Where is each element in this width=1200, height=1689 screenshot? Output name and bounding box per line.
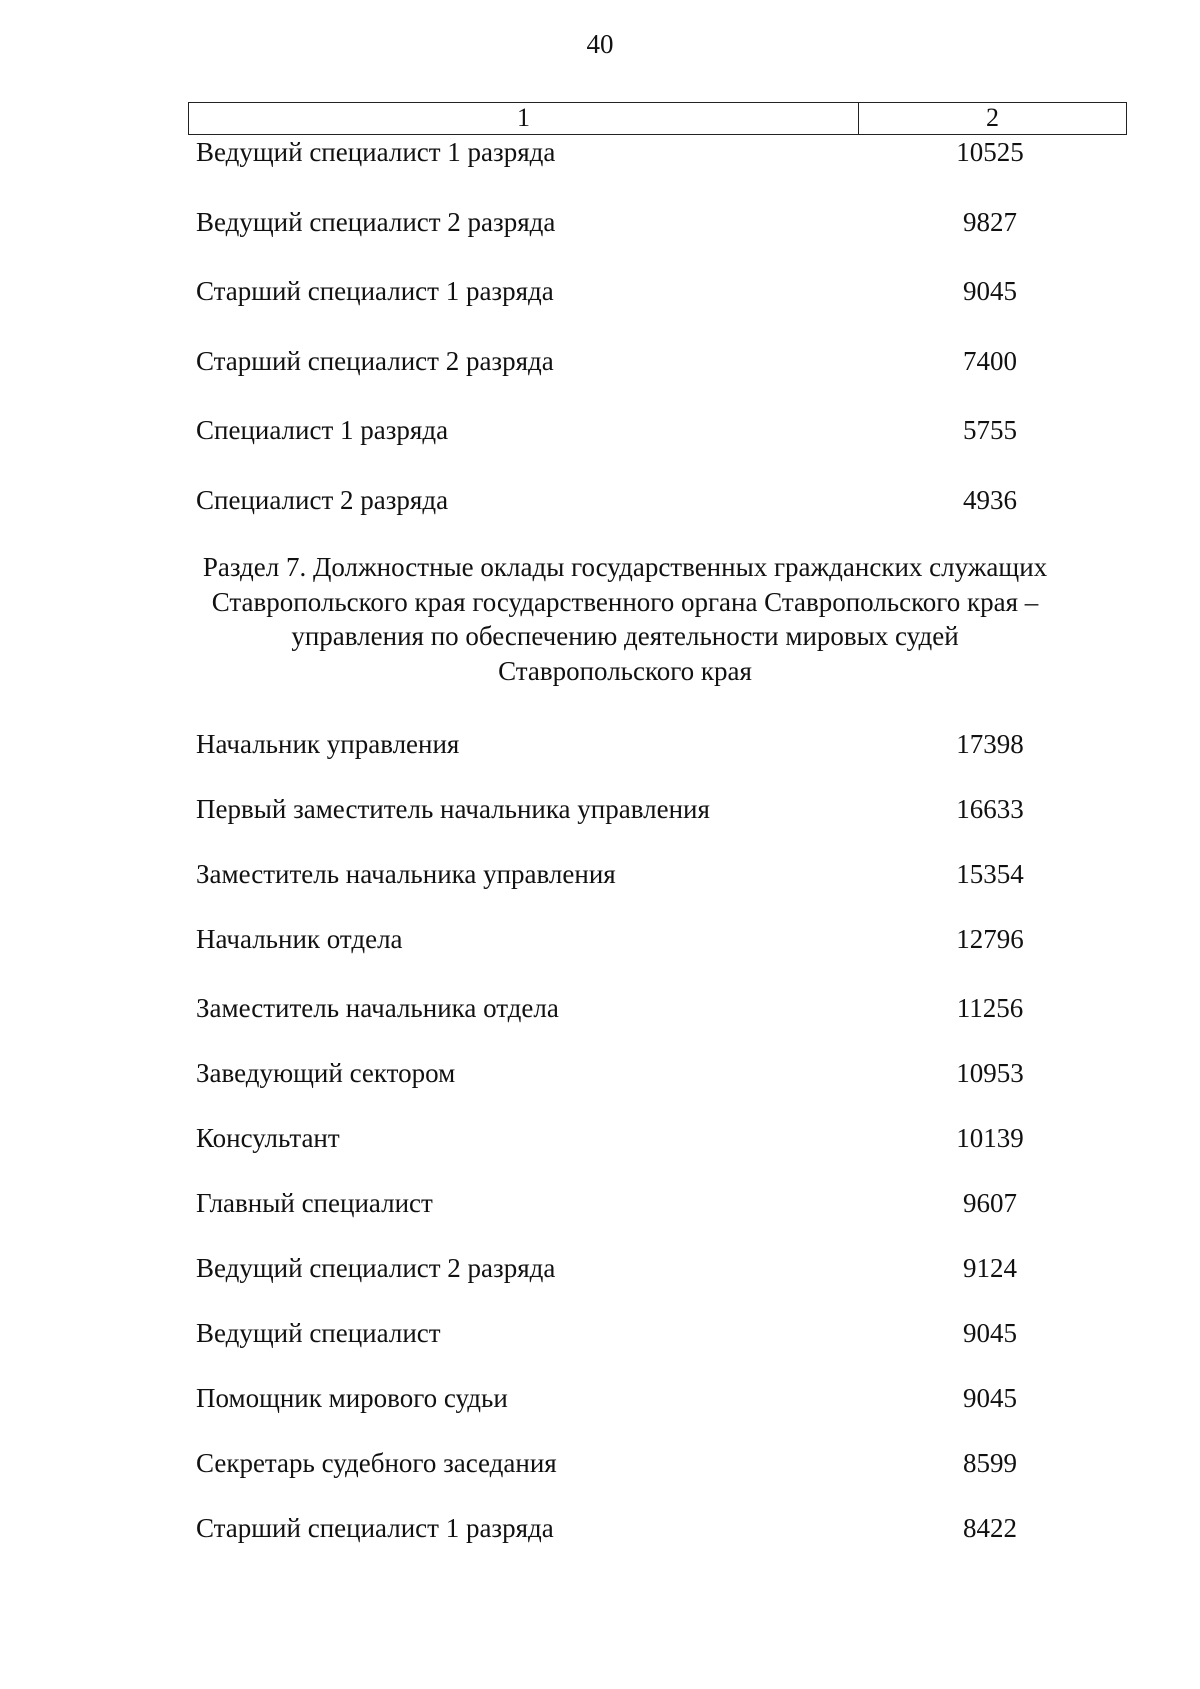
- salary-value: 8422: [963, 1513, 1017, 1543]
- salary-value: 10139: [956, 1123, 1024, 1153]
- salary-value: 9607: [963, 1188, 1017, 1218]
- position-label: Заместитель начальника отдела: [196, 993, 559, 1023]
- position-label: Специалист 1 разряда: [196, 415, 449, 445]
- position-label: Старший специалист 2 разряда: [196, 346, 554, 376]
- salary-value: 9045: [963, 1383, 1017, 1413]
- salary-value: 15354: [956, 859, 1024, 889]
- position-label: Секретарь судебного заседания: [196, 1448, 557, 1478]
- table-header: [188, 102, 1127, 135]
- section-heading: [150, 550, 1100, 688]
- position-label: Главный специалист: [196, 1188, 433, 1218]
- position-label: Ведущий специалист 2 разряда: [196, 1253, 556, 1283]
- position-label: Ведущий специалист 2 разряда: [196, 207, 556, 237]
- salary-value: 8599: [963, 1448, 1017, 1478]
- position-label: Первый заместитель начальника управления: [196, 794, 710, 824]
- salary-value: 16633: [956, 794, 1024, 824]
- salary-value: 10525: [956, 137, 1024, 167]
- position-label: Начальник отдела: [196, 924, 403, 954]
- position-label: Заведующий сектором: [196, 1058, 456, 1088]
- salary-value: 4936: [963, 485, 1017, 515]
- table-header-col1: 1: [188, 102, 858, 135]
- position-label: Начальник управления: [196, 729, 460, 759]
- section-heading-line: Ставропольского края государственного органа Ставропольского края –: [211, 586, 1039, 617]
- position-label: Ведущий специалист: [196, 1318, 441, 1348]
- section-heading-line: управления по обеспечению деятельности мировых судей: [291, 621, 959, 651]
- salary-value: 10953: [956, 1058, 1024, 1088]
- salary-value: 9124: [963, 1253, 1017, 1283]
- section-heading-line: Ставропольского края: [498, 655, 752, 686]
- position-label: Старший специалист 1 разряда: [196, 1513, 554, 1543]
- page-number: 40: [586, 29, 614, 59]
- salary-value: 5755: [963, 415, 1017, 445]
- table-header-col2: 2: [858, 102, 1127, 135]
- section-heading-line: Раздел 7. Должностные оклады государственных гражданских служащих: [202, 552, 1048, 582]
- position-label: Консультант: [196, 1123, 340, 1153]
- salary-value: 7400: [963, 346, 1017, 376]
- position-label: Старший специалист 1 разряда: [196, 276, 554, 306]
- position-label: Специалист 2 разряда: [196, 485, 449, 515]
- salary-value: 9827: [963, 207, 1017, 237]
- salary-value: 9045: [963, 1318, 1017, 1348]
- salary-value: 9045: [963, 276, 1017, 306]
- salary-value: 11256: [956, 993, 1024, 1023]
- salary-value: 12796: [956, 924, 1024, 954]
- position-label: Помощник мирового судьи: [196, 1383, 508, 1413]
- position-label: Заместитель начальника управления: [196, 859, 616, 889]
- position-label: Ведущий специалист 1 разряда: [196, 137, 556, 167]
- salary-value: 17398: [956, 729, 1024, 759]
